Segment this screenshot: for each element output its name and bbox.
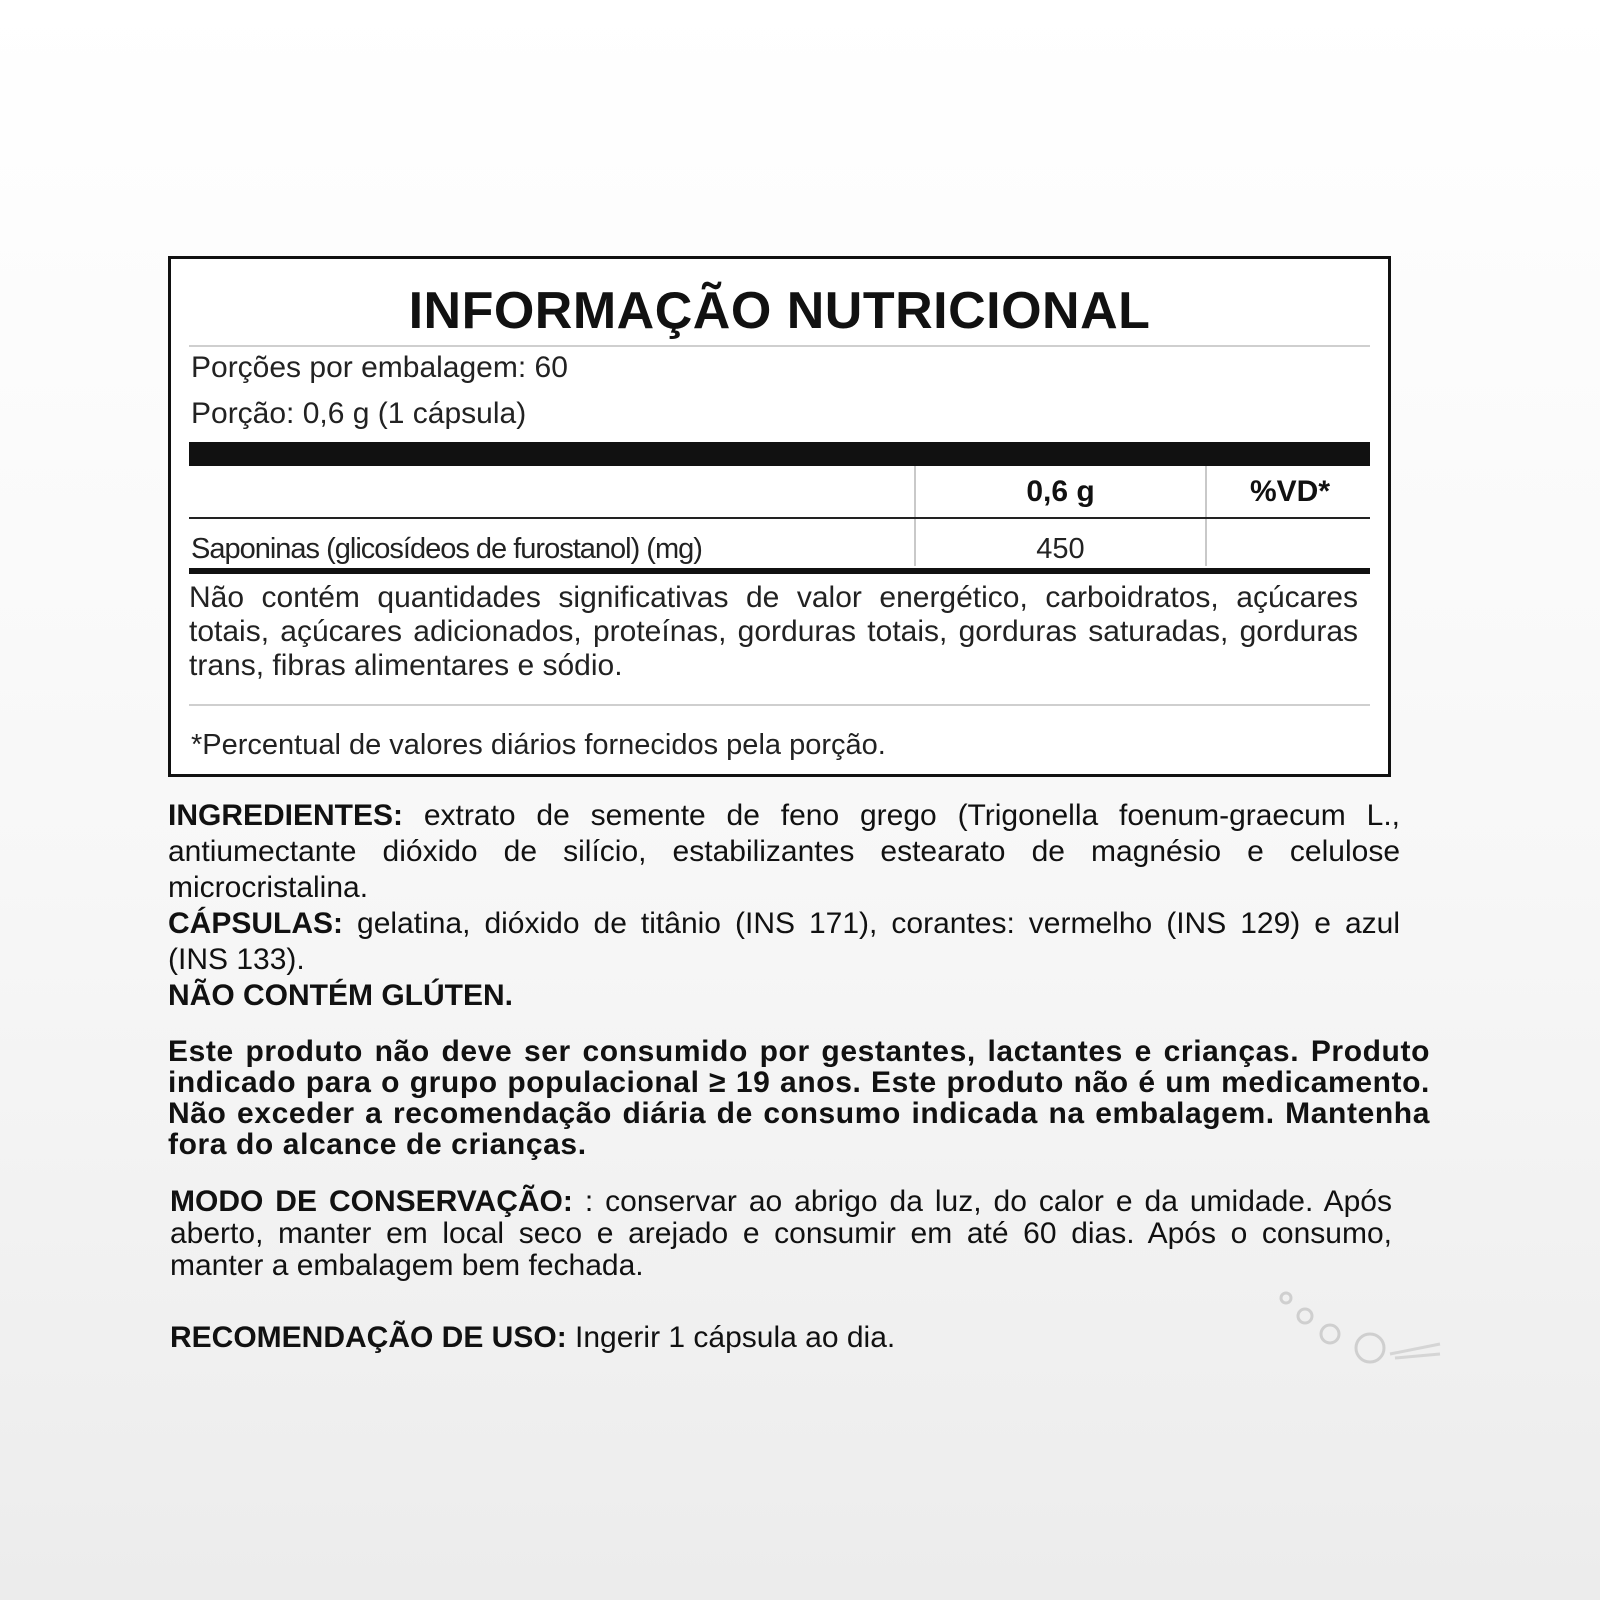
not-significant-note: Não contém quantidades significativas de valor energético, carboidratos, açúcares totais, açúcares adicionados, proteínas, gorduras totais, gorduras saturadas, gorduras trans, fibras alimentares e sódio. (189, 581, 1358, 682)
usage-text: Ingerir 1 cápsula ao dia. (566, 1321, 896, 1354)
serving-size: Porção: 0,6 g (1 cápsula) (191, 397, 527, 430)
column-header-amount: 0,6 g (1026, 475, 1095, 508)
servings-per-package: Porções por embalagem: 60 (191, 351, 568, 384)
ingredients-label: INGREDIENTES: (168, 799, 404, 832)
header-divider (189, 517, 1370, 519)
nutrient-name: Saponinas (glicosídeos de furostanol) (mg) (191, 533, 702, 565)
ingredients-section (168, 798, 1400, 1014)
title-divider (189, 345, 1370, 347)
bubbles-watermark-icon (1270, 1288, 1450, 1378)
nutrition-title: INFORMAÇÃO NUTRICIONAL (408, 282, 1151, 340)
ingredients-text: extrato de semente de feno grego (Trigonella foenum-graecum L., antiumectante dióxido de silício, estabilizantes estearato de magnésio e celulose microcristalina. (168, 799, 1400, 904)
dv-footnote: *Percentual de valores diários fornecidos pela porção. (191, 729, 886, 761)
nutrition-facts-panel (168, 256, 1391, 777)
usage-section (170, 1320, 1170, 1356)
storage-text: : conservar ao abrigo da luz, do calor e da umidade. Após aberto, manter em local seco e arejado e consumir em até 60 dias. Após o consumo, manter a embalagem bem fechada. (170, 1185, 1392, 1282)
row-divider (189, 568, 1370, 574)
warning-statement: Este produto não deve ser consumido por gestantes, lactantes e crianças. Produto indicado para o grupo populacional ≥ 19 anos. Este produto não é um medicamento. Não exceder a recomendação diária de consumo indicada na embalagem. Mantenha fora do alcance de crianças. (168, 1035, 1430, 1161)
column-header-dv: %VD* (1249, 475, 1331, 508)
storage-section (170, 1186, 1392, 1282)
gluten-statement: NÃO CONTÉM GLÚTEN. (168, 979, 513, 1012)
usage-label: RECOMENDAÇÃO DE USO: (170, 1321, 567, 1354)
thick-divider (189, 442, 1370, 466)
capsules-text: gelatina, dióxido de titânio (INS 171), corantes: vermelho (INS 129) e azul (INS 133). (168, 907, 1400, 976)
nutrient-amount: 450 (1036, 533, 1085, 565)
capsules-label: CÁPSULAS: (168, 907, 344, 940)
footnote-divider (189, 704, 1370, 706)
storage-label: MODO DE CONSERVAÇÃO: (170, 1185, 573, 1218)
